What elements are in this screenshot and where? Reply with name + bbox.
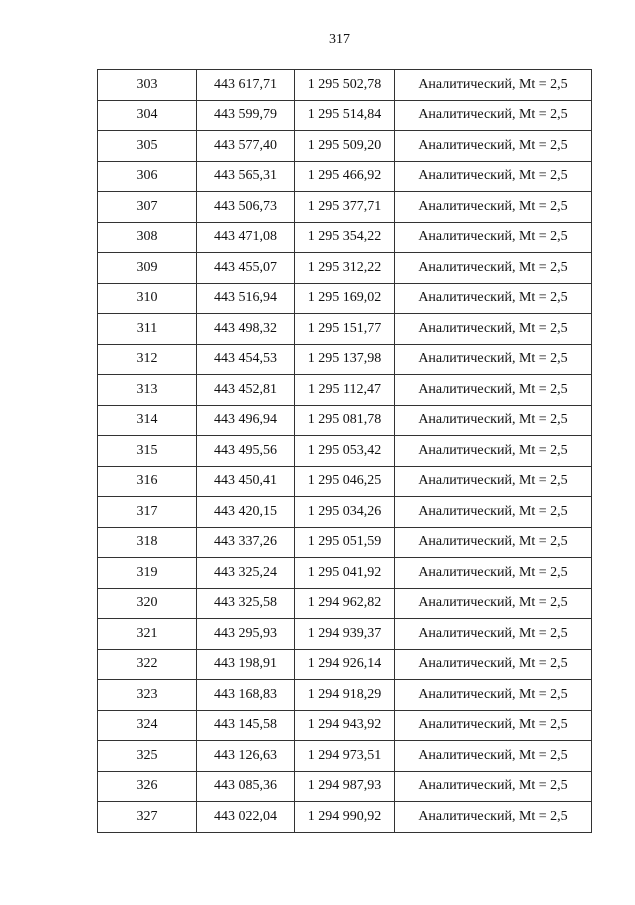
table-row <box>98 283 592 314</box>
table-row <box>98 771 592 802</box>
table-row <box>98 70 592 101</box>
method-cell: Аналитический, Mt = 2,5 <box>395 344 592 375</box>
x-coordinate-cell: 443 516,94 <box>197 283 295 314</box>
y-coordinate-cell: 1 294 990,92 <box>295 802 395 833</box>
x-coordinate-cell: 443 337,26 <box>197 527 295 558</box>
coordinates-table <box>97 69 592 833</box>
method-cell: Аналитический, Mt = 2,5 <box>395 192 592 223</box>
point-number-cell: 318 <box>98 527 197 558</box>
method-cell: Аналитический, Mt = 2,5 <box>395 771 592 802</box>
y-coordinate-cell: 1 295 046,25 <box>295 466 395 497</box>
x-coordinate-cell: 443 085,36 <box>197 771 295 802</box>
table-row <box>98 527 592 558</box>
point-number-cell: 307 <box>98 192 197 223</box>
method-cell: Аналитический, Mt = 2,5 <box>395 619 592 650</box>
point-number-cell: 310 <box>98 283 197 314</box>
x-coordinate-cell: 443 325,58 <box>197 588 295 619</box>
y-coordinate-cell: 1 295 041,92 <box>295 558 395 589</box>
method-cell: Аналитический, Mt = 2,5 <box>395 466 592 497</box>
point-number-cell: 327 <box>98 802 197 833</box>
point-number-cell: 311 <box>98 314 197 345</box>
x-coordinate-cell: 443 577,40 <box>197 131 295 162</box>
y-coordinate-cell: 1 294 918,29 <box>295 680 395 711</box>
y-coordinate-cell: 1 295 053,42 <box>295 436 395 467</box>
y-coordinate-cell: 1 295 081,78 <box>295 405 395 436</box>
x-coordinate-cell: 443 495,56 <box>197 436 295 467</box>
table-row <box>98 405 592 436</box>
x-coordinate-cell: 443 455,07 <box>197 253 295 284</box>
point-number-cell: 324 <box>98 710 197 741</box>
table-row <box>98 802 592 833</box>
point-number-cell: 319 <box>98 558 197 589</box>
point-number-cell: 315 <box>98 436 197 467</box>
table-row <box>98 436 592 467</box>
method-cell: Аналитический, Mt = 2,5 <box>395 710 592 741</box>
method-cell: Аналитический, Mt = 2,5 <box>395 649 592 680</box>
point-number-cell: 314 <box>98 405 197 436</box>
x-coordinate-cell: 443 496,94 <box>197 405 295 436</box>
x-coordinate-cell: 443 454,53 <box>197 344 295 375</box>
page-number: 317 <box>329 32 350 47</box>
table-row <box>98 161 592 192</box>
point-number-cell: 308 <box>98 222 197 253</box>
method-cell: Аналитический, Mt = 2,5 <box>395 314 592 345</box>
table-row <box>98 131 592 162</box>
method-cell: Аналитический, Mt = 2,5 <box>395 741 592 772</box>
x-coordinate-cell: 443 325,24 <box>197 558 295 589</box>
method-cell: Аналитический, Mt = 2,5 <box>395 253 592 284</box>
table-row <box>98 649 592 680</box>
method-cell: Аналитический, Mt = 2,5 <box>395 558 592 589</box>
point-number-cell: 304 <box>98 100 197 131</box>
table-row <box>98 710 592 741</box>
point-number-cell: 303 <box>98 70 197 101</box>
method-cell: Аналитический, Mt = 2,5 <box>395 527 592 558</box>
x-coordinate-cell: 443 599,79 <box>197 100 295 131</box>
y-coordinate-cell: 1 294 939,37 <box>295 619 395 650</box>
point-number-cell: 322 <box>98 649 197 680</box>
y-coordinate-cell: 1 295 377,71 <box>295 192 395 223</box>
method-cell: Аналитический, Mt = 2,5 <box>395 131 592 162</box>
y-coordinate-cell: 1 295 466,92 <box>295 161 395 192</box>
y-coordinate-cell: 1 295 502,78 <box>295 70 395 101</box>
point-number-cell: 320 <box>98 588 197 619</box>
method-cell: Аналитический, Mt = 2,5 <box>395 588 592 619</box>
point-number-cell: 316 <box>98 466 197 497</box>
y-coordinate-cell: 1 295 034,26 <box>295 497 395 528</box>
y-coordinate-cell: 1 295 137,98 <box>295 344 395 375</box>
table-row <box>98 222 592 253</box>
point-number-cell: 317 <box>98 497 197 528</box>
y-coordinate-cell: 1 295 151,77 <box>295 314 395 345</box>
method-cell: Аналитический, Mt = 2,5 <box>395 497 592 528</box>
y-coordinate-cell: 1 294 973,51 <box>295 741 395 772</box>
point-number-cell: 305 <box>98 131 197 162</box>
x-coordinate-cell: 443 498,32 <box>197 314 295 345</box>
x-coordinate-cell: 443 022,04 <box>197 802 295 833</box>
method-cell: Аналитический, Mt = 2,5 <box>395 161 592 192</box>
table-row <box>98 619 592 650</box>
y-coordinate-cell: 1 294 962,82 <box>295 588 395 619</box>
method-cell: Аналитический, Mt = 2,5 <box>395 680 592 711</box>
x-coordinate-cell: 443 198,91 <box>197 649 295 680</box>
x-coordinate-cell: 443 126,63 <box>197 741 295 772</box>
x-coordinate-cell: 443 168,83 <box>197 680 295 711</box>
method-cell: Аналитический, Mt = 2,5 <box>395 222 592 253</box>
table-row <box>98 100 592 131</box>
point-number-cell: 312 <box>98 344 197 375</box>
point-number-cell: 321 <box>98 619 197 650</box>
point-number-cell: 326 <box>98 771 197 802</box>
y-coordinate-cell: 1 294 943,92 <box>295 710 395 741</box>
x-coordinate-cell: 443 145,58 <box>197 710 295 741</box>
table-row <box>98 466 592 497</box>
table-row <box>98 588 592 619</box>
point-number-cell: 309 <box>98 253 197 284</box>
table-row <box>98 680 592 711</box>
method-cell: Аналитический, Mt = 2,5 <box>395 375 592 406</box>
point-number-cell: 323 <box>98 680 197 711</box>
x-coordinate-cell: 443 452,81 <box>197 375 295 406</box>
method-cell: Аналитический, Mt = 2,5 <box>395 100 592 131</box>
method-cell: Аналитический, Mt = 2,5 <box>395 405 592 436</box>
method-cell: Аналитический, Mt = 2,5 <box>395 436 592 467</box>
x-coordinate-cell: 443 420,15 <box>197 497 295 528</box>
method-cell: Аналитический, Mt = 2,5 <box>395 283 592 314</box>
table-row <box>98 741 592 772</box>
table-row <box>98 497 592 528</box>
x-coordinate-cell: 443 617,71 <box>197 70 295 101</box>
point-number-cell: 325 <box>98 741 197 772</box>
y-coordinate-cell: 1 294 987,93 <box>295 771 395 802</box>
x-coordinate-cell: 443 450,41 <box>197 466 295 497</box>
y-coordinate-cell: 1 295 354,22 <box>295 222 395 253</box>
x-coordinate-cell: 443 506,73 <box>197 192 295 223</box>
point-number-cell: 313 <box>98 375 197 406</box>
coordinates-table-body <box>98 70 592 833</box>
x-coordinate-cell: 443 565,31 <box>197 161 295 192</box>
y-coordinate-cell: 1 295 514,84 <box>295 100 395 131</box>
x-coordinate-cell: 443 295,93 <box>197 619 295 650</box>
table-row <box>98 253 592 284</box>
y-coordinate-cell: 1 295 312,22 <box>295 253 395 284</box>
method-cell: Аналитический, Mt = 2,5 <box>395 70 592 101</box>
y-coordinate-cell: 1 295 051,59 <box>295 527 395 558</box>
y-coordinate-cell: 1 294 926,14 <box>295 649 395 680</box>
table-row <box>98 558 592 589</box>
method-cell: Аналитический, Mt = 2,5 <box>395 802 592 833</box>
y-coordinate-cell: 1 295 169,02 <box>295 283 395 314</box>
table-row <box>98 192 592 223</box>
table-row <box>98 344 592 375</box>
point-number-cell: 306 <box>98 161 197 192</box>
table-row <box>98 314 592 345</box>
y-coordinate-cell: 1 295 509,20 <box>295 131 395 162</box>
table-row <box>98 375 592 406</box>
y-coordinate-cell: 1 295 112,47 <box>295 375 395 406</box>
x-coordinate-cell: 443 471,08 <box>197 222 295 253</box>
